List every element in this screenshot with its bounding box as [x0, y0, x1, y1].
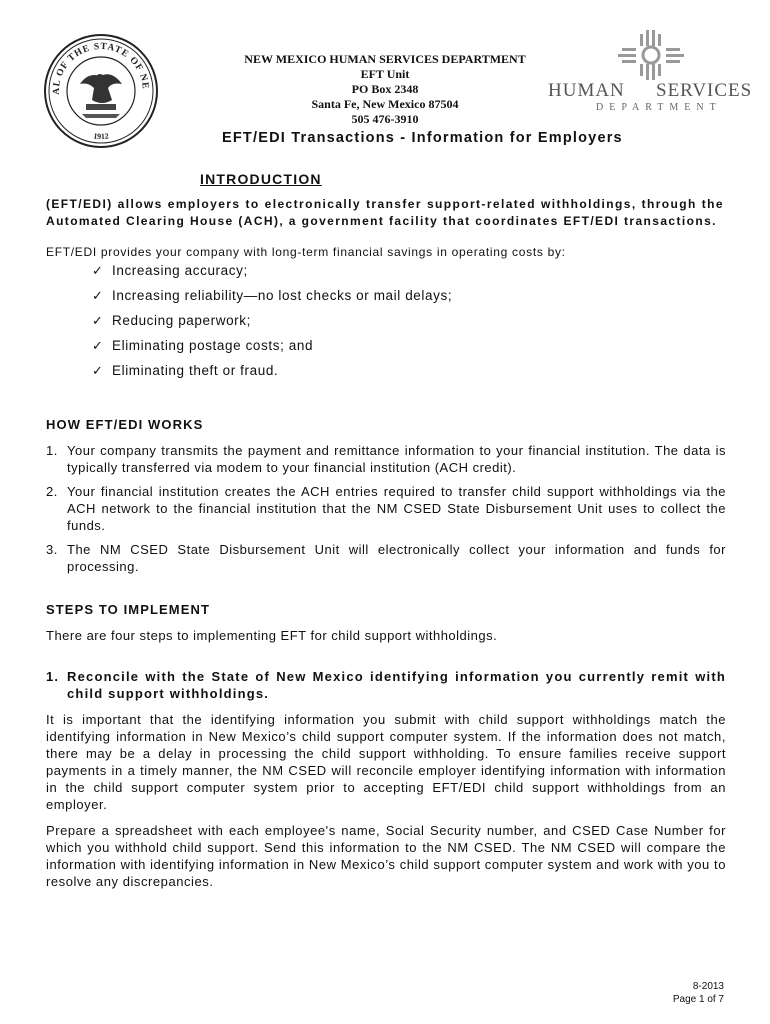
step-number: 2. [46, 484, 58, 499]
benefit-item: ✓ Eliminating postage costs; and [92, 335, 452, 360]
step-1-paragraph-2: Prepare a spreadsheet with each employee's name, Social Security number, and CSED Case Number for which you withhold child support. Send this information to the NM CSED. The NM CSED will compare the information with identifying information in New Mexico’s child support computer system and work with you to resolve any discrepancies. [46, 823, 726, 889]
how-it-works-steps [46, 442, 726, 582]
checkmark-icon: ✓ [92, 263, 104, 278]
checkmark-icon: ✓ [92, 363, 104, 378]
step-text: Your financial institution creates the ACH entries required to transfer child support withholdings via the ACH network to the financial institution that the NM CSED State Disbursement Unit uses to collect the funds. [67, 484, 726, 533]
state-seal [42, 32, 160, 150]
benefit-item: ✓ Eliminating theft or fraud. [92, 360, 452, 385]
step-text: The NM CSED State Disbursement Unit will electronically collect your information and funds for processing. [67, 542, 726, 574]
logo-word-human: HUMAN [548, 80, 625, 101]
department-address-block [200, 52, 570, 127]
step-number: 3. [46, 542, 58, 557]
po-box: PO Box 2348 [351, 82, 419, 96]
svg-text:1912: 1912 [92, 131, 110, 142]
phone-number: 505 476-3910 [351, 112, 419, 126]
page-number: Page 1 of 7 [672, 994, 724, 1005]
steps-to-implement-intro: There are four steps to implementing EFT for child support withholdings. [46, 628, 498, 643]
benefit-item: ✓ Reducing paperwork; [92, 310, 452, 335]
step-text: Your company transmits the payment and remittance information to your financial institution. The data is typically transferred via modem to your financial institution (ACH credit). [67, 443, 726, 475]
step-1-paragraph-1: It is important that the identifying information you submit with child support withholdings match the identifying information in New Mexico’s child support computer system. If the information does not match, there may be a delay in processing the child support withholding. To ensure families receive support payments in a timely manner, the NM CSED will reconcile employer identifying information with information in the child support computer system prior to accepting EFT/EDI child support withholdings from an employer. [46, 712, 726, 812]
unit-name: EFT Unit [360, 67, 410, 81]
benefit-item: ✓ Increasing reliability—no lost checks or mail delays; [92, 285, 452, 310]
introduction-bold-text: (EFT/EDI) allows employers to electronically transfer support-related withholdings, through the Automated Clearing House (ACH), a government facility that coordinates EFT/EDI transactions. [46, 197, 724, 228]
step-1-number: 1. [46, 669, 60, 684]
logo-word-services: SERVICES [656, 80, 753, 101]
how-step-item [46, 541, 726, 575]
document-title: EFT/EDI Transactions - Information for Employers [222, 130, 623, 146]
checkmark-icon: ✓ [92, 338, 104, 353]
how-step-item [46, 483, 726, 534]
step-1-heading-text: Reconcile with the State of New Mexico identifying information you currently remit with child support withholdings. [67, 669, 726, 701]
checkmark-icon: ✓ [92, 313, 104, 328]
page-footer [560, 980, 724, 1006]
introduction-sub-text: EFT/EDI provides your company with long-term financial savings in operating costs by: [46, 245, 566, 259]
zia-symbol-icon [544, 30, 754, 80]
svg-text:GREAT SEAL OF THE STATE OF NEW: AL OF THE STATE OF NE [51, 41, 151, 95]
how-it-works-heading: HOW EFT/EDI WORKS [46, 417, 204, 432]
city-state-zip: Santa Fe, New Mexico 87504 [311, 97, 459, 111]
checkmark-icon: ✓ [92, 288, 104, 303]
introduction-heading: INTRODUCTION [200, 171, 322, 187]
department-name: NEW MEXICO HUMAN SERVICES DEPARTMENT [244, 52, 526, 66]
how-step-item [46, 442, 726, 476]
human-services-logo [544, 30, 754, 116]
revision-date: 8-2013 [692, 981, 724, 992]
step-number: 1. [46, 443, 58, 458]
steps-to-implement-heading: STEPS TO IMPLEMENT [46, 602, 211, 617]
benefits-list [92, 260, 452, 385]
benefit-item: ✓ Increasing accuracy; [92, 260, 452, 285]
step-1-heading [46, 668, 726, 702]
logo-word-department: DEPARTMENT [596, 102, 722, 113]
